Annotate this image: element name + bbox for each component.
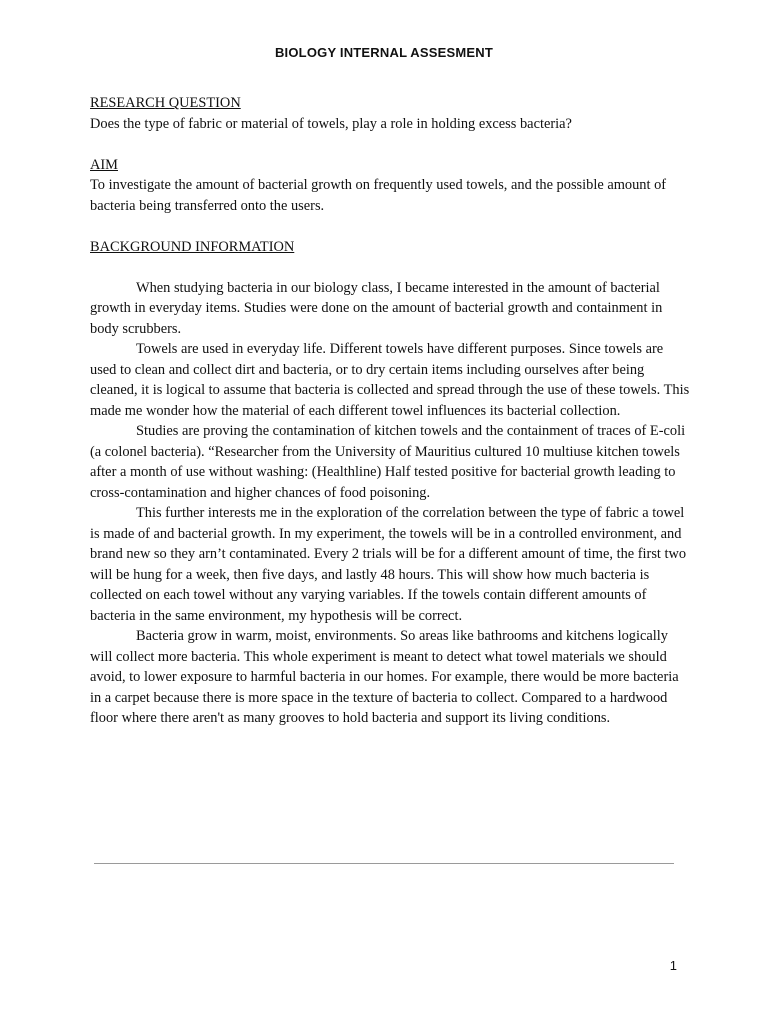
spacer: [90, 257, 690, 278]
background-paragraph-3: Studies are proving the contamination of kitchen towels and the containment of traces of E-coli (a colonel bacteria). “Researcher from the University of Mauritius cultured 10 multiuse kitchen towels after a month of use without washing: (Healthline) Half tested positive for bacterial growth leading to cross-contamination and higher chances of food poisoning.: [90, 423, 686, 501]
document-body: [90, 93, 690, 729]
aim-heading: AIM: [90, 156, 118, 173]
footer-divider: [94, 863, 674, 864]
page-number: 1: [669, 958, 677, 973]
research-question-text: Does the type of fabric or material of towels, play a role in holding excess bacteria?: [90, 115, 572, 132]
background-paragraph-5: Bacteria grow in warm, moist, environments. So areas like bathrooms and kitchens logically will collect more bacteria. This whole experiment is meant to detect what towel materials we should avoid, to lower exposure to harmful bacteria in our homes. For example, there would be more bacteria in a carpet because there is more space in the texture of bacteria to collect. Compared to a hardwood floor where there aren't as many grooves to hold bacteria and support its living conditions.: [90, 628, 679, 726]
document-title: BIOLOGY INTERNAL ASSESMENT: [274, 45, 494, 60]
background-heading: BACKGROUND INFORMATION: [90, 238, 295, 255]
background-paragraph-2: Towels are used in everyday life. Different towels have different purposes. Since towels are used to clean and collect dirt and bacteria, or to dry certain items including ourselves after being cleaned, it is logical to assume that bacteria is collected and spread through the use of these towels. This made me wonder how the material of each different towel influences its bacterial collection.: [90, 341, 690, 419]
background-paragraph-1: When studying bacteria in our biology class, I became interested in the amount of bacterial growth in everyday items. Studies were done on the amount of bacterial growth and containment in body scrubbers.: [90, 279, 663, 337]
background-paragraph-4: This further interests me in the exploration of the correlation between the type of fabric a towel is made of and bacterial growth. In my experiment, the towels will be in a controlled environment, and brand new so they arn’t contaminated. Every 2 trials will be for a different amount of time, the first two will be hung for a week, then five days, and lastly 48 hours. This will show how much bacteria is collected on each towel without any varying variables. If the towels contain different amounts of bacteria in the same environment, my hypothesis will be correct.: [90, 505, 687, 624]
aim-text: To investigate the amount of bacterial growth on frequently used towels, and the possible amount of bacteria being transferred onto the users.: [90, 177, 667, 214]
research-question-heading: RESEARCH QUESTION: [90, 95, 241, 111]
spacer: [90, 134, 690, 155]
spacer: [90, 216, 690, 237]
